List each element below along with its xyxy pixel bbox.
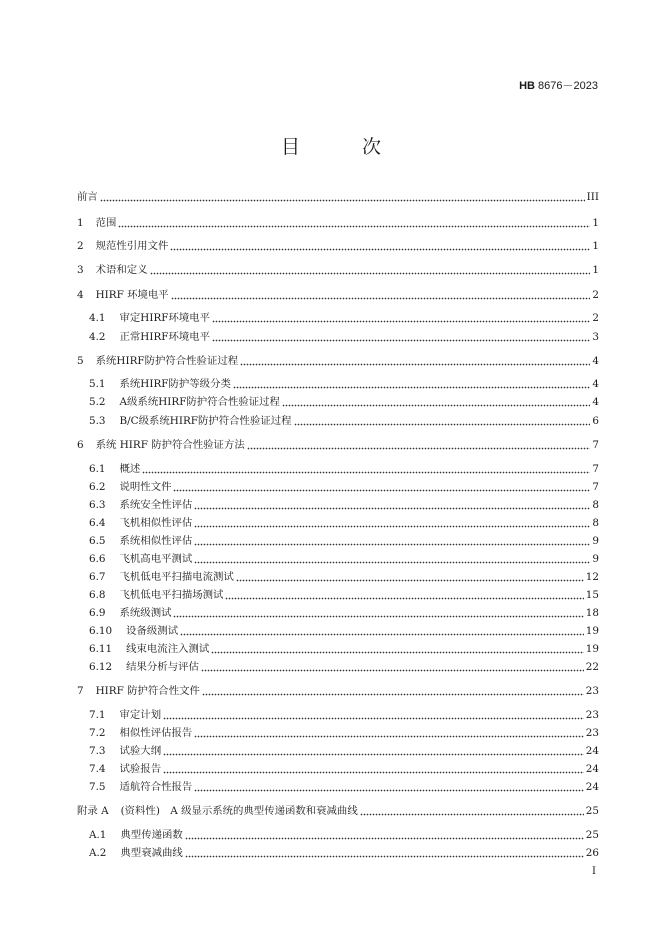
- toc-leader-dots: [240, 354, 590, 366]
- toc-entry-title: 系统相似性评估: [119, 535, 193, 547]
- toc-entry[interactable]: [77, 478, 599, 494]
- toc-entry-page: 3: [592, 331, 599, 343]
- toc-entry-page: 23: [585, 709, 599, 721]
- toc-leader-dots: [163, 708, 584, 720]
- toc-entry-page: 23: [585, 685, 599, 697]
- toc-entry-number: 6.2: [89, 481, 106, 493]
- toc-entry[interactable]: [77, 237, 599, 253]
- toc-entry-label: [77, 606, 172, 620]
- toc-entry-title: 系统HIRF防护符合性验证过程: [95, 355, 239, 367]
- toc-entry[interactable]: [77, 261, 599, 277]
- toc-entry[interactable]: [77, 622, 599, 638]
- toc-entry-title: 典型衰减曲线: [120, 847, 183, 859]
- toc-entry[interactable]: [77, 393, 599, 409]
- toc-entry-number: 7.4: [89, 763, 106, 775]
- toc-entry-number: 5.2: [89, 396, 106, 408]
- toc-leader-dots: [194, 498, 590, 510]
- toc-leader-dots: [294, 414, 591, 426]
- toc-entry-page: 24: [585, 745, 599, 757]
- toc-entry-title: 前言: [77, 191, 98, 203]
- toc-leader-dots: [225, 588, 583, 600]
- toc-leader-dots: [171, 288, 591, 300]
- toc-entry[interactable]: [77, 682, 599, 698]
- toc-entry-number: 6.12: [89, 661, 113, 673]
- toc-entry-number: 6.4: [89, 517, 106, 529]
- toc-entry-label: [77, 377, 232, 391]
- toc-leader-dots: [173, 606, 583, 618]
- toc-entry-label: [77, 414, 293, 428]
- toc-entry-page: 24: [585, 763, 599, 775]
- toc-entry-label: [77, 552, 193, 566]
- toc-entry-title: 系统HIRF防护等级分类: [119, 378, 231, 390]
- toc-entry-label: [77, 462, 141, 476]
- page-number: I: [592, 866, 596, 877]
- toc-entry-page: 9: [592, 535, 599, 547]
- toc-entry-page: 24: [585, 781, 599, 793]
- toc-entry[interactable]: [77, 706, 599, 722]
- toc-entry-label: [77, 642, 210, 656]
- toc-entry-page: 7: [592, 481, 599, 493]
- toc-entry-label: [77, 438, 246, 452]
- toc-entry-page: 9: [592, 553, 599, 565]
- toc-entry-title: 适航符合性报告: [119, 781, 193, 793]
- toc-entry-page: 7: [592, 463, 599, 475]
- toc-entry[interactable]: [77, 309, 599, 325]
- toc-entry-title: 正常HIRF环境电平: [119, 331, 211, 343]
- toc-entry-number: 6.9: [89, 607, 106, 619]
- toc-entry-page: 15: [585, 589, 599, 601]
- toc-entry-label: [77, 660, 200, 674]
- toc-entry-label: [77, 804, 359, 818]
- toc-leader-dots: [150, 263, 591, 275]
- toc-entry-page: 22: [585, 661, 599, 673]
- toc-entry-title: 范围: [95, 217, 117, 229]
- toc-entry-title: 系统安全性评估: [119, 499, 193, 511]
- toc-entry[interactable]: [77, 760, 599, 776]
- toc-entry-page: 19: [585, 625, 599, 637]
- toc-entry-number: 6: [77, 439, 84, 451]
- toc-entry-title: 飞机低电平扫描电流测试: [119, 571, 234, 583]
- toc-entry-label: [77, 311, 211, 325]
- toc-entry-page: 2: [592, 289, 599, 301]
- toc-entry-number: 3: [77, 264, 84, 276]
- toc-leader-dots: [211, 642, 584, 654]
- toc-entry[interactable]: [77, 778, 599, 794]
- toc-entry-page: 4: [592, 378, 599, 390]
- toc-entry[interactable]: [77, 640, 599, 656]
- toc-entry-page: 19: [585, 643, 599, 655]
- toc-entry[interactable]: [77, 568, 599, 584]
- toc-leader-dots: [212, 330, 590, 342]
- toc-leader-dots: [247, 438, 591, 450]
- toc-entry[interactable]: [77, 460, 599, 476]
- toc-entry-title: B/C级系统HIRF防护符合性验证过程: [119, 415, 292, 427]
- toc-entry-title: 系统级测试: [119, 607, 172, 619]
- toc-leader-dots: [282, 395, 590, 407]
- toc-entry-page: 2: [592, 312, 599, 324]
- toc-entry-number: 6.6: [89, 553, 106, 565]
- toc-entry[interactable]: [77, 328, 599, 344]
- toc-entry-page: 25: [585, 805, 599, 817]
- toc-entry-number: 6.3: [89, 499, 106, 511]
- toc-entry-label: [77, 239, 169, 253]
- document-code-number: 8676－2023: [535, 80, 598, 92]
- toc-entry-label: [77, 744, 162, 758]
- toc-entry-page: 6: [592, 415, 599, 427]
- toc-entry[interactable]: [77, 604, 599, 620]
- document-code: [519, 77, 598, 93]
- toc-entry-title: A级系统HIRF防护符合性验证过程: [119, 396, 280, 408]
- toc-leader-dots: [170, 239, 590, 251]
- toc-entry-number: A.2: [89, 847, 107, 859]
- toc-leader-dots: [194, 726, 584, 738]
- toc-leader-dots: [118, 216, 590, 228]
- page-title: 目 次: [280, 136, 410, 158]
- toc-entry-number: 5: [77, 355, 84, 367]
- toc-entry-title: 飞机高电平测试: [119, 553, 193, 565]
- toc-entry-number: 6.1: [89, 463, 106, 475]
- toc-entry-label: [77, 708, 162, 722]
- toc-entry[interactable]: [77, 826, 599, 842]
- toc-entry[interactable]: [77, 352, 599, 368]
- toc-entry-title: 相似性评估报告: [119, 727, 193, 739]
- toc-entry-number: 6.10: [89, 625, 113, 637]
- toc-entry[interactable]: [77, 514, 599, 530]
- toc-entry-label: [77, 588, 224, 602]
- toc-entry[interactable]: [77, 214, 599, 230]
- toc-entry-page: 8: [592, 499, 599, 511]
- toc-entry-page: III: [586, 191, 599, 203]
- toc-entry-title: 概述: [119, 463, 141, 475]
- toc-entry-label: [77, 684, 201, 698]
- toc-entry-label: [77, 480, 172, 494]
- toc-entry-title: 飞机相似性评估: [119, 517, 193, 529]
- toc-entry-number: 5.3: [89, 415, 106, 427]
- toc-entry-title: HIRF 防护符合性文件: [95, 685, 200, 697]
- toc-entry-number: 4.2: [89, 331, 106, 343]
- toc-entry[interactable]: [77, 532, 599, 548]
- toc-leader-dots: [100, 190, 585, 202]
- toc-entry-number: 6.11: [89, 643, 113, 655]
- toc-entry-number: 2: [77, 240, 84, 252]
- document-code-prefix: HB: [519, 80, 535, 92]
- toc-entry-label: [77, 354, 239, 368]
- toc-entry-number: 7: [77, 685, 84, 697]
- toc-entry-label: [77, 570, 235, 584]
- toc-entry-page: 8: [592, 517, 599, 529]
- toc-entry-number: 6.7: [89, 571, 106, 583]
- toc-entry-number: 6.8: [89, 589, 106, 601]
- toc-entry-page: 25: [585, 829, 599, 841]
- toc-leader-dots: [180, 624, 584, 636]
- toc-entry-label: [77, 288, 170, 302]
- toc-entry-page: 4: [592, 355, 599, 367]
- toc-entry[interactable]: [77, 412, 599, 428]
- toc-entry-title: (资料性) A 级显示系统的典型传递函数和衰减曲线: [120, 805, 358, 817]
- toc-entry-page: 4: [592, 396, 599, 408]
- toc-leader-dots: [194, 516, 590, 528]
- toc-entry-page: 26: [585, 847, 599, 859]
- toc-leader-dots: [212, 311, 590, 323]
- toc-entry-number: 7.1: [89, 709, 106, 721]
- toc-entry[interactable]: [77, 286, 599, 302]
- toc-leader-dots: [233, 377, 591, 389]
- toc-entry-title: 试验报告: [119, 763, 162, 775]
- toc-entry-page: 7: [592, 439, 599, 451]
- toc-leader-dots: [194, 534, 590, 546]
- toc-entry[interactable]: [77, 742, 599, 758]
- toc-leader-dots: [194, 552, 590, 564]
- toc-entry-title: 规范性引用文件: [95, 240, 169, 252]
- toc-entry-label: [77, 726, 193, 740]
- toc-entry-page: 1: [592, 240, 599, 252]
- toc-entry-title: 结果分析与评估: [126, 661, 199, 673]
- toc-entry-label: [77, 516, 193, 530]
- toc-entry-page: 12: [585, 571, 599, 583]
- toc-entry[interactable]: [77, 496, 599, 512]
- toc-entry-label: [77, 762, 162, 776]
- toc-entry-label: [77, 828, 184, 842]
- toc-leader-dots: [202, 684, 584, 696]
- toc-entry-number: 7.5: [89, 781, 106, 793]
- toc-entry[interactable]: [77, 724, 599, 740]
- toc-entry[interactable]: [77, 658, 599, 674]
- toc-entry-label: [77, 263, 149, 277]
- toc-entry-number: 7.2: [89, 727, 106, 739]
- toc-entry-number: A.1: [89, 829, 107, 841]
- toc-entry-number: 附录 A: [77, 805, 109, 817]
- toc-entry-number: 6.5: [89, 535, 106, 547]
- toc-leader-dots: [201, 660, 584, 672]
- toc-entry[interactable]: [77, 375, 599, 391]
- toc-leader-dots: [194, 780, 584, 792]
- toc-entry-label: [77, 780, 193, 794]
- toc-entry-title: 典型传递函数: [120, 829, 183, 841]
- toc-leader-dots: [360, 804, 584, 816]
- toc-entry-title: 系统 HIRF 防护符合性验证方法: [95, 439, 245, 451]
- toc-leader-dots: [163, 762, 584, 774]
- toc-entry[interactable]: [77, 844, 599, 860]
- toc-entry-number: 5.1: [89, 378, 106, 390]
- toc-entry[interactable]: [77, 586, 599, 602]
- toc-entry-label: [77, 330, 211, 344]
- toc-entry-title: 术语和定义: [95, 264, 148, 276]
- toc-entry-number: 4.1: [89, 312, 106, 324]
- toc-entry-title: 试验大纲: [119, 745, 162, 757]
- toc-entry-page: 23: [585, 727, 599, 739]
- toc-entry-title: 说明性文件: [119, 481, 172, 493]
- toc-entry-page: 18: [585, 607, 599, 619]
- toc-entry-label: [77, 498, 193, 512]
- toc-leader-dots: [185, 846, 584, 858]
- toc-leader-dots: [185, 828, 584, 840]
- toc-entry-label: [77, 395, 281, 409]
- toc-entry-number: 1: [77, 217, 84, 229]
- toc-entry-number: 7.3: [89, 745, 106, 757]
- toc-entry-label: [77, 190, 99, 204]
- toc-entry-title: HIRF 环境电平: [95, 289, 169, 301]
- toc-entry[interactable]: [77, 436, 599, 452]
- toc-leader-dots: [236, 570, 584, 582]
- toc-leader-dots: [173, 480, 590, 492]
- toc-entry-label: [77, 534, 193, 548]
- toc-entry-number: 4: [77, 289, 84, 301]
- toc-entry-label: [77, 624, 179, 638]
- toc-entry-label: [77, 216, 117, 230]
- toc-entry-label: [77, 846, 184, 860]
- toc-entry-title: 审定HIRF环境电平: [119, 312, 211, 324]
- toc-entry-page: 1: [592, 217, 599, 229]
- toc-entry-title: 线束电流注入测试: [126, 643, 210, 655]
- toc-entry[interactable]: [77, 550, 599, 566]
- toc-entry-page: 1: [592, 264, 599, 276]
- toc-entry[interactable]: [77, 188, 599, 204]
- toc-entry[interactable]: [77, 802, 599, 818]
- toc-leader-dots: [142, 462, 590, 474]
- toc-entry-title: 审定计划: [119, 709, 162, 721]
- toc-leader-dots: [163, 744, 584, 756]
- toc-entry-title: 飞机低电平扫描场测试: [119, 589, 224, 601]
- toc-entry-title: 设备级测试: [126, 625, 179, 637]
